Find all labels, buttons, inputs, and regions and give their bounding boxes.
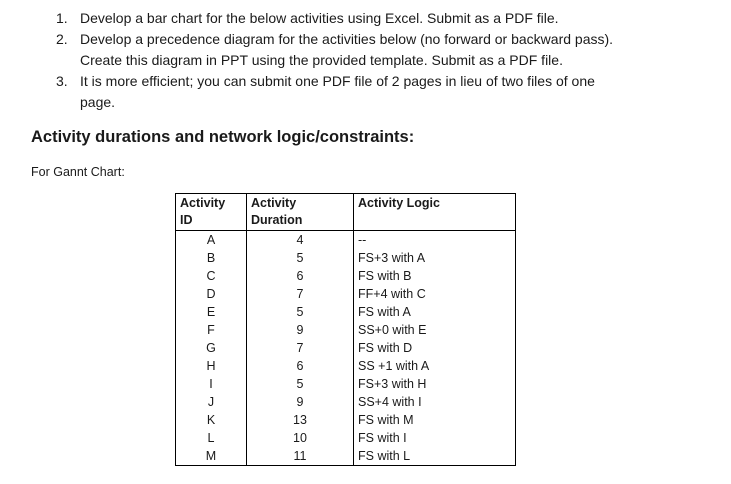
cell-activity-duration: 9 (247, 321, 354, 339)
cell-activity-logic: FF+4 with C (354, 285, 516, 303)
table-row (176, 393, 516, 411)
cell-activity-duration: 7 (247, 285, 354, 303)
cell-activity-duration: 5 (247, 303, 354, 321)
section-heading: Activity durations and network logic/constraints: (31, 128, 415, 146)
instruction-line: Develop a bar chart for the below activities using Excel. Submit as a PDF file. (80, 10, 559, 26)
table-row (176, 429, 516, 447)
cell-activity-id: D (176, 285, 247, 303)
header-activity-id (176, 194, 247, 231)
cell-activity-duration: 13 (247, 411, 354, 429)
cell-activity-id: G (176, 339, 247, 357)
cell-activity-logic: FS with I (354, 429, 516, 447)
activity-table (175, 193, 516, 466)
cell-activity-id: L (176, 429, 247, 447)
cell-activity-id: I (176, 375, 247, 393)
instruction-number: 1. (56, 10, 68, 26)
cell-activity-logic: SS +1 with A (354, 357, 516, 375)
header-line: Activity Logic (358, 196, 440, 210)
cell-activity-logic: FS with M (354, 411, 516, 429)
instruction-line: Develop a precedence diagram for the activities below (no forward or backward pass). (80, 31, 614, 47)
table-row (176, 411, 516, 429)
instruction-item-1 (0, 8, 731, 29)
header-activity-duration (247, 194, 354, 231)
instruction-item-2 (0, 29, 731, 71)
cell-activity-logic: FS+3 with H (354, 375, 516, 393)
cell-activity-logic: FS with L (354, 447, 516, 466)
cell-activity-duration: 5 (247, 375, 354, 393)
table-row (176, 447, 516, 466)
cell-activity-logic: FS+3 with A (354, 249, 516, 267)
cell-activity-id: K (176, 411, 247, 429)
cell-activity-duration: 6 (247, 357, 354, 375)
instruction-number: 2. (56, 31, 68, 47)
cell-activity-duration: 5 (247, 249, 354, 267)
cell-activity-id: M (176, 447, 247, 466)
instruction-line: Create this diagram in PPT using the provided template. Submit as a PDF file. (80, 52, 563, 68)
instruction-number: 3. (56, 73, 68, 89)
cell-activity-logic: SS+0 with E (354, 321, 516, 339)
table-row (176, 267, 516, 285)
cell-activity-id: E (176, 303, 247, 321)
cell-activity-logic: -- (354, 231, 516, 250)
cell-activity-logic: FS with A (354, 303, 516, 321)
cell-activity-logic: FS with B (354, 267, 516, 285)
header-activity-logic (354, 194, 516, 231)
instruction-line: It is more efficient; you can submit one PDF file of 2 pages in lieu of two files of one (80, 73, 595, 89)
cell-activity-id: J (176, 393, 247, 411)
cell-activity-logic: SS+4 with I (354, 393, 516, 411)
cell-activity-duration: 4 (247, 231, 354, 250)
header-line: Duration (251, 213, 303, 227)
cell-activity-duration: 7 (247, 339, 354, 357)
cell-activity-duration: 11 (247, 447, 354, 466)
table-row (176, 303, 516, 321)
table-row (176, 231, 516, 250)
header-line: Activity (251, 196, 297, 210)
header-line: Activity (180, 196, 226, 210)
cell-activity-logic: FS with D (354, 339, 516, 357)
cell-activity-id: A (176, 231, 247, 250)
header-line: ID (180, 213, 193, 227)
cell-activity-duration: 10 (247, 429, 354, 447)
instruction-item-3 (0, 71, 731, 113)
table-row (176, 357, 516, 375)
table-row (176, 339, 516, 357)
cell-activity-id: F (176, 321, 247, 339)
table-row (176, 375, 516, 393)
table-row (176, 285, 516, 303)
table-row (176, 249, 516, 267)
instruction-line: page. (80, 94, 116, 110)
cell-activity-duration: 9 (247, 393, 354, 411)
cell-activity-id: C (176, 267, 247, 285)
cell-activity-id: B (176, 249, 247, 267)
cell-activity-duration: 6 (247, 267, 354, 285)
section-subheading: For Gannt Chart: (31, 165, 125, 179)
table-row (176, 321, 516, 339)
table-header-row (176, 194, 516, 231)
cell-activity-id: H (176, 357, 247, 375)
instruction-list (0, 8, 731, 113)
